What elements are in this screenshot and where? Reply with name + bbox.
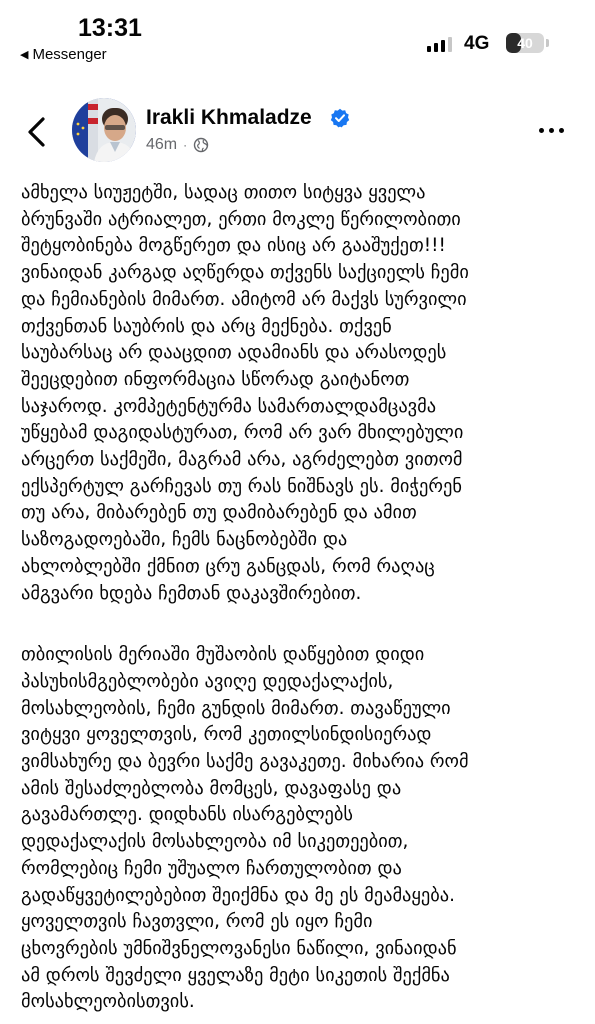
post-line: ამგვარი ხდება ჩემთან დაკავშირებით.	[21, 582, 362, 604]
post-line: ამის შესაძლებლობა მომცეს, დავაფასე და	[21, 777, 402, 799]
status-time: 13:31	[78, 14, 142, 42]
post-line: ვიმსახურე და ბევრი საქმე გავაკეთე. მიხარია რომ	[21, 751, 469, 773]
post-line: უწყებამ დაგიდასტურათ, რომ არ ვარ მხილებული	[21, 422, 464, 444]
more-dot	[549, 128, 554, 133]
post-line: თუ არა, მიბარებენ თუ დამიბარებენ და ამით	[21, 502, 417, 524]
avatar[interactable]	[72, 98, 136, 162]
post-line: ყოველთვის ჩავთვლი, რომ ეს იყო ჩემი	[21, 911, 373, 933]
post-line: მოსახლეობის, ჩემი გუნდის მიმართ. თავაწეული	[21, 697, 451, 719]
more-dot	[539, 128, 544, 133]
post-line: რომლებიც ჩემი უშუალო ჩართულობით და	[21, 857, 402, 879]
post-line: საჯაროდ. კომპეტენტურმა სამართალდამცავმა	[21, 395, 437, 417]
post-line: ამხელა სიუჟეტში, სადაც თითო სიტყვა ყველა	[21, 182, 426, 203]
post-line: ცხოვრების უმნიშვნელოვანესი ნაწილი, ვინაიდან	[21, 937, 457, 959]
post-line: თქვენთან საუბრის და არც მექნება. თქვენ	[21, 315, 392, 337]
battery-percent: 40	[517, 35, 533, 51]
post-meta	[146, 136, 209, 154]
post-line: შეეცდებით ინფორმაცია სწორად გაიტანოთ	[21, 368, 410, 390]
post-line: და ჩემიანების მიმართ. ამიტომ არ მაქვს სურვილი	[21, 288, 467, 310]
back-triangle-icon: ◀	[20, 49, 29, 61]
profile-photo	[72, 98, 136, 162]
post-time[interactable]: 46m	[146, 136, 178, 153]
separator-dot: ·	[183, 138, 188, 152]
post-line: ახლობლებში ქმნით ცრუ განცდას, რომ რაღაც	[21, 555, 435, 577]
globe-icon[interactable]	[193, 137, 209, 153]
post-header	[0, 88, 595, 173]
post-paragraph-1	[21, 180, 581, 607]
back-app-label: Messenger	[32, 46, 107, 63]
post-line: ვიტყვი ყოველთვის, რომ კეთილსინდისიერად	[21, 724, 432, 746]
post-line: პასუხისმგებლობები ავიღე დედაქალაქის,	[21, 670, 394, 692]
more-options-button[interactable]	[539, 128, 564, 133]
paragraph-spacer	[21, 607, 581, 642]
post-line: საზოგადოებაში, ჩემს ნაცნობებში და	[21, 529, 348, 551]
post-line: გადაწყვეტილებებით შეიქმნა და მე ეს მეამაყება.	[21, 884, 455, 906]
author-name[interactable]: Irakli Khmaladze	[146, 106, 312, 129]
post-line: არცერთ საქმეში, მაგრამ არა, აგრძელებთ ვითომ	[21, 449, 463, 471]
post-line: ექსპერტულ გარჩევას თუ რას ნიშნავს ეს. მიჭერენ	[21, 475, 462, 497]
post-body	[21, 180, 581, 1016]
chevron-left-icon	[26, 116, 48, 148]
post-line: დედაქალაქის მოსახლეობა იმ სიკეთეებით,	[21, 831, 409, 853]
battery-icon	[506, 33, 544, 53]
post-line: თბილისის მერიაში მუშაობის დაწყებით დიდი	[21, 644, 425, 666]
post-line: ვინაიდან კარგად აღწერდა თქვენს საქციელს ჩემი	[21, 262, 469, 284]
status-bar	[0, 0, 595, 70]
back-to-app-link[interactable]	[20, 46, 107, 63]
back-button[interactable]	[26, 116, 48, 148]
battery-cap	[546, 39, 549, 47]
post-line: მოსახლეობისთვის.	[21, 991, 195, 1013]
post-paragraph-2	[21, 642, 581, 1016]
cellular-signal-icon	[427, 36, 452, 52]
more-dot	[559, 128, 564, 133]
post-line: საუბარსაც არ დააცდით ადამიანს და არასოდეს	[21, 342, 447, 364]
post-line: შეტყობინება მოგწერეთ და ისიც არ გააშუქეთ!!!	[21, 235, 446, 257]
post-line: ამ დროს შევძელი ყველაზე მეტი სიკეთის შექმნა	[21, 964, 450, 986]
post-line: ბრუნვაში ატრიალეთ, ერთი მოკლე წერილობითი	[21, 208, 461, 230]
post-line: გავამართლე. დიდხანს ისარგებლებს	[21, 804, 354, 826]
network-type: 4G	[464, 33, 490, 54]
verified-badge-icon	[330, 108, 350, 128]
